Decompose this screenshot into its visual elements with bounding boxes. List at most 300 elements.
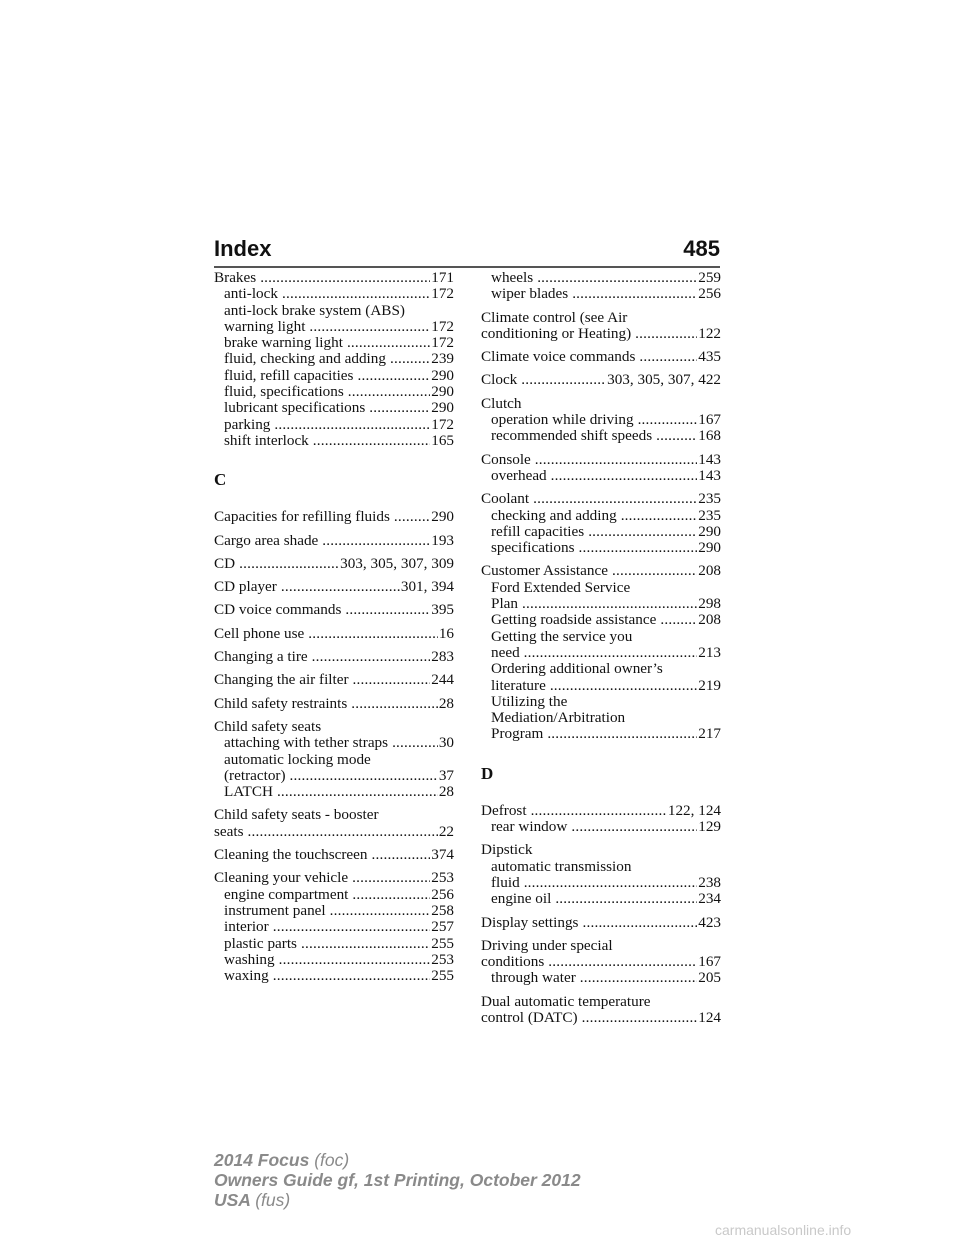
dot-leader [608, 563, 697, 579]
page-reference: 283 [431, 648, 454, 666]
page-reference: 143 [698, 466, 721, 484]
dot-leader [517, 372, 606, 388]
section-letter: D [481, 763, 494, 783]
dot-leader [344, 384, 430, 400]
index-entry [214, 579, 454, 595]
entry-text: automatic locking mode [224, 750, 371, 768]
index-entry [214, 847, 454, 863]
dot-leader [349, 672, 431, 688]
entry-text: through water [491, 969, 576, 987]
page-reference: 435 [698, 348, 721, 366]
site-watermark: carmanualsonline.info [715, 1222, 852, 1238]
index-subentry-line [214, 936, 454, 952]
index-entry-line [481, 452, 721, 468]
index-subentry-line [481, 540, 721, 556]
page-reference: 208 [698, 562, 721, 580]
index-subentry-line [214, 286, 454, 302]
index-subentry-line [481, 508, 721, 524]
index-entry [481, 270, 721, 303]
index-entry-line [214, 719, 454, 735]
dot-leader [543, 726, 697, 742]
page-reference: 253 [431, 869, 454, 887]
page-reference: 244 [431, 671, 454, 689]
index-entry-line [214, 533, 454, 549]
page-reference: 22 [438, 822, 454, 840]
entry-text: engine compartment [224, 885, 349, 903]
page-reference: 167 [698, 953, 721, 971]
index-entry [481, 349, 721, 365]
entry-text: refill capacities [491, 522, 585, 540]
page-reference: 165 [431, 431, 454, 449]
dot-leader [390, 509, 430, 525]
entry-text: rear window [491, 818, 568, 836]
index-entry-line [481, 396, 721, 412]
footer-line-3 [214, 1190, 581, 1210]
page-reference: 16 [438, 624, 454, 642]
page-reference: 303, 305, 307, 309 [340, 554, 454, 572]
index-subentry-line [481, 678, 721, 694]
index-subentry-line [481, 661, 721, 677]
entry-text: LATCH [224, 783, 273, 801]
dot-leader [631, 326, 697, 342]
entry-text: seats [214, 822, 244, 840]
index-entry [481, 803, 721, 836]
entry-text: fluid, checking and adding [224, 350, 386, 368]
entry-text: wiper blades [491, 285, 569, 303]
index-entry [481, 994, 721, 1027]
dot-leader [365, 400, 430, 416]
page-reference: 238 [698, 873, 721, 891]
dot-leader [269, 919, 431, 935]
index-entry [214, 602, 454, 618]
index-entry-line [214, 870, 454, 886]
index-entry-line [214, 672, 454, 688]
entry-text: Defrost [481, 801, 527, 819]
entry-text: operation while driving [491, 411, 634, 429]
index-entry-line [481, 842, 721, 858]
dot-leader [269, 968, 431, 984]
dot-leader [518, 596, 697, 612]
entry-text: engine oil [491, 890, 552, 908]
footer-region-code: (fus) [255, 1190, 291, 1210]
index-subentry-line [214, 752, 454, 768]
index-subentry-line [481, 875, 721, 891]
index-entry [214, 533, 454, 549]
index-subentry-line [481, 286, 721, 302]
page-reference: 239 [431, 350, 454, 368]
entry-text: control (DATC) [481, 1008, 578, 1026]
page-reference: 298 [698, 595, 721, 613]
dot-leader [326, 903, 431, 919]
entry-text: fluid, specifications [224, 383, 344, 401]
dot-leader [388, 735, 438, 751]
entry-text: plastic parts [224, 934, 297, 952]
dot-leader [529, 491, 697, 507]
entry-text: Cleaning your vehicle [214, 869, 349, 887]
dot-leader [368, 847, 431, 863]
index-subentry-line [481, 645, 721, 661]
index-entry [481, 938, 721, 987]
entry-text: recommended shift speeds [491, 427, 653, 445]
entry-text: specifications [491, 539, 575, 557]
index-entry [214, 672, 454, 688]
entry-text: (retractor) [224, 766, 286, 784]
entry-text: warning light [224, 317, 306, 335]
entry-text: lubricant specifications [224, 399, 366, 417]
index-entry [481, 491, 721, 556]
entry-text: Customer Assistance [481, 562, 608, 580]
index-entry-line [214, 556, 454, 572]
dot-leader [617, 508, 698, 524]
entry-text: Clutch [481, 394, 522, 412]
index-subentry-line [481, 270, 721, 286]
index-subentry-line [481, 726, 721, 742]
entry-text: brake warning light [224, 334, 343, 352]
dot-leader [520, 875, 698, 891]
index-entry-line [214, 270, 454, 286]
index-entry [481, 563, 721, 742]
index-entry-line [214, 579, 454, 595]
dot-leader [305, 319, 430, 335]
entry-text: automatic transmission [491, 857, 632, 875]
footer-model-code: (foc) [314, 1150, 350, 1170]
page-reference: 301, 394 [400, 578, 454, 596]
dot-leader [576, 970, 697, 986]
dot-leader [341, 602, 430, 618]
page-reference: 205 [698, 969, 721, 987]
index-entry [214, 696, 454, 712]
entry-text: parking [224, 415, 271, 433]
dot-leader [546, 678, 697, 694]
index-subentry-line [481, 524, 721, 540]
dot-leader [652, 428, 697, 444]
entry-text: anti-lock brake system (ABS) [224, 301, 405, 319]
entry-text: Getting roadside assistance [491, 611, 657, 629]
page-reference: 217 [698, 725, 721, 743]
entry-text: CD [214, 554, 236, 572]
dot-leader [278, 286, 430, 302]
footer-line-2: Owners Guide gf, 1st Printing, October 2012 [214, 1170, 581, 1190]
dot-leader [297, 936, 430, 952]
dot-leader [634, 412, 698, 428]
entry-text: interior [224, 918, 269, 936]
entry-text: Dual automatic temperature [481, 992, 651, 1010]
page-reference: 30 [438, 734, 454, 752]
entry-text: Cleaning the touchscreen [214, 846, 368, 864]
index-entry-line [214, 807, 454, 823]
page-reference: 257 [431, 918, 454, 936]
index-entry [214, 270, 454, 449]
page-reference: 235 [698, 490, 721, 508]
index-entry-line [214, 649, 454, 665]
index-entry-line [481, 563, 721, 579]
dot-leader [531, 452, 697, 468]
index-entry-line [481, 349, 721, 365]
index-entry [214, 719, 454, 800]
dot-leader [308, 649, 431, 665]
entry-text: Changing the air filter [214, 671, 349, 689]
entry-text: fluid, refill capacities [224, 366, 354, 384]
index-entry [481, 915, 721, 931]
page-footer [214, 1150, 581, 1210]
entry-text: Clock [481, 371, 518, 389]
entry-text: Dipstick [481, 841, 533, 859]
page-reference: 258 [431, 901, 454, 919]
page-number: 485 [683, 236, 720, 261]
dot-leader [244, 824, 438, 840]
page-reference: 208 [698, 611, 721, 629]
entry-text: waxing [224, 967, 269, 985]
page-reference: 290 [431, 366, 454, 384]
index-subentry-line [214, 400, 454, 416]
index-subentry-line [214, 735, 454, 751]
dot-leader [277, 579, 400, 595]
page-reference: 122 [698, 324, 721, 342]
entry-text: shift interlock [224, 431, 309, 449]
index-entry-line [481, 372, 721, 388]
entry-text: Child safety seats - booster [214, 806, 379, 824]
entry-text: attaching with tether straps [224, 734, 389, 752]
entry-text: need [491, 643, 520, 661]
index-entry [481, 842, 721, 907]
entry-text: Display settings [481, 913, 579, 931]
page-reference: 171 [431, 269, 454, 286]
page-reference: 122, 124 [667, 801, 721, 819]
index-entry-line [214, 696, 454, 712]
dot-leader [256, 270, 430, 286]
page-reference: 172 [431, 317, 454, 335]
dot-leader [347, 696, 438, 712]
entry-text: Ford Extended Service [491, 578, 631, 596]
entry-text: Changing a tire [214, 648, 308, 666]
index-entry-line [481, 938, 721, 954]
dot-leader [270, 417, 430, 433]
page-reference: 172 [431, 334, 454, 352]
index-subentry-line [214, 784, 454, 800]
entry-text: Getting the service you [491, 627, 633, 645]
page-reference: 235 [698, 506, 721, 524]
dot-leader [547, 468, 698, 484]
entry-text: anti-lock [224, 285, 278, 303]
index-entry-line [214, 626, 454, 642]
entry-text: Capacities for refilling fluids [214, 508, 390, 526]
index-subentry-line [214, 417, 454, 433]
index-subentry-line [481, 819, 721, 835]
entry-text: Climate voice commands [481, 348, 636, 366]
index-entry-line [481, 491, 721, 507]
dot-leader [584, 524, 697, 540]
index-entry-line [481, 915, 721, 931]
index-entry [214, 509, 454, 525]
index-entry-line [481, 803, 721, 819]
page-reference: 290 [431, 383, 454, 401]
index-entry [214, 870, 454, 984]
index-subentry-line [214, 351, 454, 367]
entry-text: instrument panel [224, 901, 326, 919]
page-reference: 129 [698, 818, 721, 836]
index-subentry-line [214, 968, 454, 984]
entry-text: Coolant [481, 490, 530, 508]
entry-text: Program [491, 725, 544, 743]
index-subentry-line [214, 919, 454, 935]
dot-leader [578, 1010, 698, 1026]
index-entry [481, 310, 721, 343]
index-entry [214, 626, 454, 642]
index-entry-line [214, 602, 454, 618]
page-reference: 168 [698, 427, 721, 445]
entry-text: Cargo area shade [214, 531, 319, 549]
index-subentry-line [481, 891, 721, 907]
entry-text: Driving under special [481, 936, 613, 954]
index-column-right [481, 270, 721, 1033]
page-reference: 290 [431, 399, 454, 417]
index-subentry-line [481, 580, 721, 596]
dot-leader [544, 954, 697, 970]
entry-text: Climate control (see Air [481, 308, 628, 326]
index-subentry-line [481, 596, 721, 612]
footer-region: USA [214, 1190, 251, 1210]
entry-text: overhead [491, 466, 547, 484]
dot-leader [273, 784, 438, 800]
page-reference: 28 [438, 783, 454, 801]
dot-leader [527, 803, 667, 819]
index-subentry-line [481, 970, 721, 986]
index-entry [214, 807, 454, 840]
dot-leader [386, 351, 430, 367]
entry-text: conditions [481, 953, 545, 971]
dot-leader [348, 870, 430, 886]
dot-leader [635, 349, 697, 365]
index-subentry-line [214, 903, 454, 919]
index-subentry-line [481, 694, 721, 710]
index-entry-line [481, 954, 721, 970]
dot-leader [304, 626, 438, 642]
dot-leader [275, 952, 431, 968]
index-entry-line [481, 310, 721, 326]
dot-leader [286, 768, 438, 784]
page-reference: 290 [698, 539, 721, 557]
footer-line-1 [214, 1150, 581, 1170]
index-entry-line [214, 824, 454, 840]
page-reference: 213 [698, 643, 721, 661]
page-reference: 259 [698, 269, 721, 286]
dot-leader [235, 556, 339, 572]
dot-leader [578, 915, 697, 931]
page-title: Index [214, 236, 272, 261]
index-subentry-line [481, 859, 721, 875]
index-entry-line [214, 847, 454, 863]
entry-text: Ordering additional owner’s [491, 660, 663, 678]
entry-text: literature [491, 676, 546, 694]
index-subentry-line [214, 952, 454, 968]
entry-text: conditioning or Heating) [481, 324, 632, 342]
page-reference: 255 [431, 934, 454, 952]
entry-text: Plan [491, 595, 519, 613]
index-column-left [214, 270, 454, 991]
page-reference: 423 [698, 913, 721, 931]
dot-leader [567, 819, 697, 835]
index-subentry-line [214, 384, 454, 400]
dot-leader [575, 540, 698, 556]
dot-leader [348, 887, 430, 903]
page-reference: 253 [431, 950, 454, 968]
index-subentry-line [481, 710, 721, 726]
page-reference: 256 [698, 285, 721, 303]
page-reference: 290 [431, 508, 454, 526]
entry-text: Brakes [214, 269, 257, 286]
header-rule [214, 266, 720, 268]
index-subentry-line [481, 412, 721, 428]
page-reference: 124 [698, 1008, 721, 1026]
entry-text: checking and adding [491, 506, 617, 524]
index-entry-line [481, 326, 721, 342]
entry-text: fluid [491, 873, 520, 891]
index-entry-line [481, 994, 721, 1010]
page-reference: 28 [438, 694, 454, 712]
entry-text: Utilizing the [491, 692, 568, 710]
page-reference: 172 [431, 285, 454, 303]
index-entry [481, 396, 721, 445]
page-reference: 143 [698, 450, 721, 468]
page-header [214, 228, 720, 262]
index-subentry-line [214, 433, 454, 449]
footer-model: 2014 Focus [214, 1150, 310, 1170]
index-subentry-line [214, 768, 454, 784]
entry-text: Mediation/Arbitration [491, 709, 626, 727]
entry-text: Child safety seats [214, 717, 322, 735]
index-subentry-line [481, 468, 721, 484]
page-reference: 374 [431, 846, 454, 864]
dot-leader [656, 612, 697, 628]
index-entry-line [214, 509, 454, 525]
index-entry [481, 372, 721, 388]
index-subentry-line [214, 368, 454, 384]
dot-leader [309, 433, 430, 449]
dot-leader [520, 645, 698, 661]
index-subentry-line [481, 612, 721, 628]
page-reference: 303, 305, 307, 422 [607, 371, 721, 389]
index-subentry-line [214, 887, 454, 903]
index-entry [214, 649, 454, 665]
dot-leader [343, 335, 430, 351]
dot-leader [353, 368, 430, 384]
index-subentry-line [214, 303, 454, 319]
section-letter: C [214, 470, 227, 490]
index-subentry-line [481, 629, 721, 645]
dot-leader [533, 270, 697, 286]
index-entry-line [481, 1010, 721, 1026]
entry-text: CD player [214, 578, 277, 596]
page-reference: 167 [698, 411, 721, 429]
entry-text: Cell phone use [214, 624, 305, 642]
entry-text: Child safety restraints [214, 694, 348, 712]
page-reference: 256 [431, 885, 454, 903]
page-reference: 193 [431, 531, 454, 549]
page-reference: 219 [698, 676, 721, 694]
page-reference: 395 [431, 601, 454, 619]
dot-leader [568, 286, 697, 302]
page-reference: 290 [698, 522, 721, 540]
index-entry [481, 452, 721, 485]
entry-text: wheels [491, 269, 534, 286]
index-subentry-line [214, 319, 454, 335]
entry-text: Console [481, 450, 531, 468]
entry-text: washing [224, 950, 275, 968]
index-subentry-line [481, 428, 721, 444]
entry-text: CD voice commands [214, 601, 342, 619]
dot-leader [551, 891, 697, 907]
dot-leader [318, 533, 430, 549]
